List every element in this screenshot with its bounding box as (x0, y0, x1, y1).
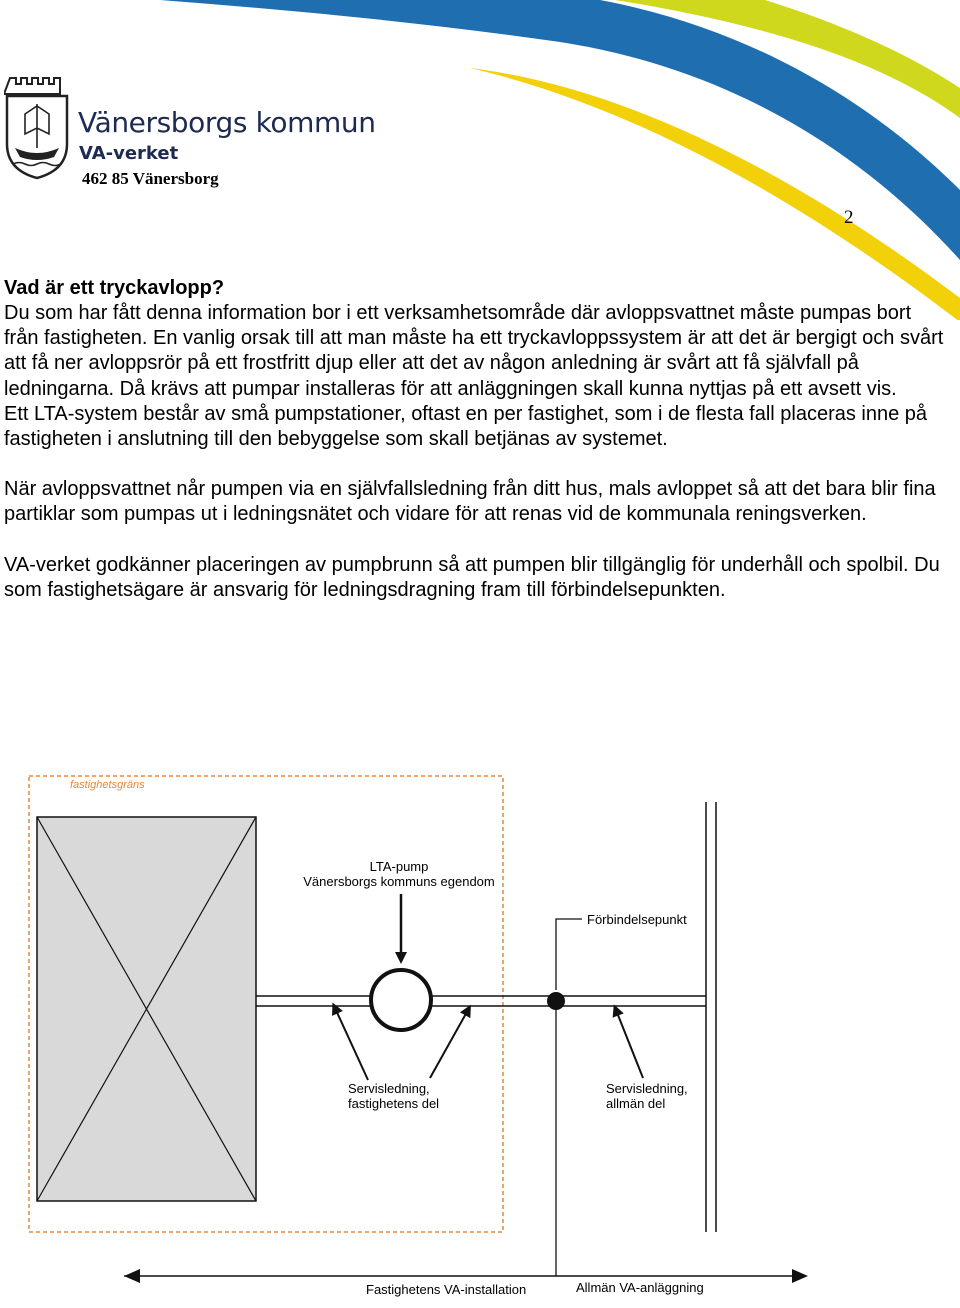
service-public-arrow (616, 1010, 643, 1078)
organization-name: Vänersborgs kommun (78, 106, 376, 139)
connection-point-leader (556, 919, 582, 990)
service-public-label-line2: allmän del (606, 1096, 666, 1111)
service-private-label-line1: Servisledning, (348, 1081, 430, 1096)
installation-diagram (0, 760, 960, 1308)
page-number: 2 (844, 207, 854, 228)
private-installation-label: Fastighetens VA-installation (366, 1282, 527, 1297)
lta-pump-circle (371, 970, 431, 1030)
postal-address: 462 85 Vänersborg (82, 169, 219, 188)
pump-label-line1: LTA-pump (369, 859, 429, 874)
legend-arrow-left (124, 1269, 140, 1283)
service-private-arrow-left (335, 1008, 368, 1080)
department-name: VA-verket (79, 143, 179, 164)
boundary-label: fastighetsgräns (70, 779, 145, 791)
service-public-label-line1: Servisledning, (606, 1081, 688, 1096)
paragraph-responsibility: VA-verket godkänner placeringen av pumpbrunn så att pumpen blir tillgänglig för underhåll och spolbil. Du som fastighetsägare är ansvarig för ledningsdragning fram till förbindelsepunkten. (4, 553, 940, 601)
service-private-arrow-right (430, 1010, 468, 1078)
legend-arrow-right (792, 1269, 808, 1283)
section-heading: Vad är ett tryckavlopp? (4, 277, 225, 299)
house-block (37, 817, 256, 1201)
pump-label-line2: Vänersborgs kommuns egendom (303, 874, 495, 889)
body-text (4, 276, 944, 603)
connection-point-dot (547, 992, 565, 1010)
connection-point-label: Förbindelsepunkt (587, 912, 687, 927)
paragraph-lta-system: Ett LTA-system består av små pumpstationer, oftast en per fastighet, som i de flesta fall placeras inne på fastigheten i anslutning till den bebyggelse som skall betjänas av systemet. (4, 402, 928, 451)
municipal-crest-logo (4, 74, 70, 180)
paragraph-pump-process: När avloppsvattnet når pumpen via en självfallsledning från ditt hus, mals avloppet så att det bara blir fina partiklar som pumpas ut i ledningsnätet och vidare för att renas vid de kommunala reningsverken. (4, 478, 936, 526)
paragraph-intro: Du som har fått denna information bor i ett verksamhetsområde där avloppsvattnet måste pumpas bort från fastigheten. En vanlig orsak till att man måste ha ett tryckavloppssystem är att det är bergigt och svårt att få ner avloppsrör på ett frostfritt djup eller att det av någon anledning är svårt att få självfall på ledningarna. Då krävs att pumpar installeras för att anläggningen skall kunna nyttjas på ett avsett vis. (4, 302, 944, 400)
service-private-label-line2: fastighetens del (348, 1096, 440, 1111)
public-installation-label: Allmän VA-anläggning (576, 1280, 704, 1295)
